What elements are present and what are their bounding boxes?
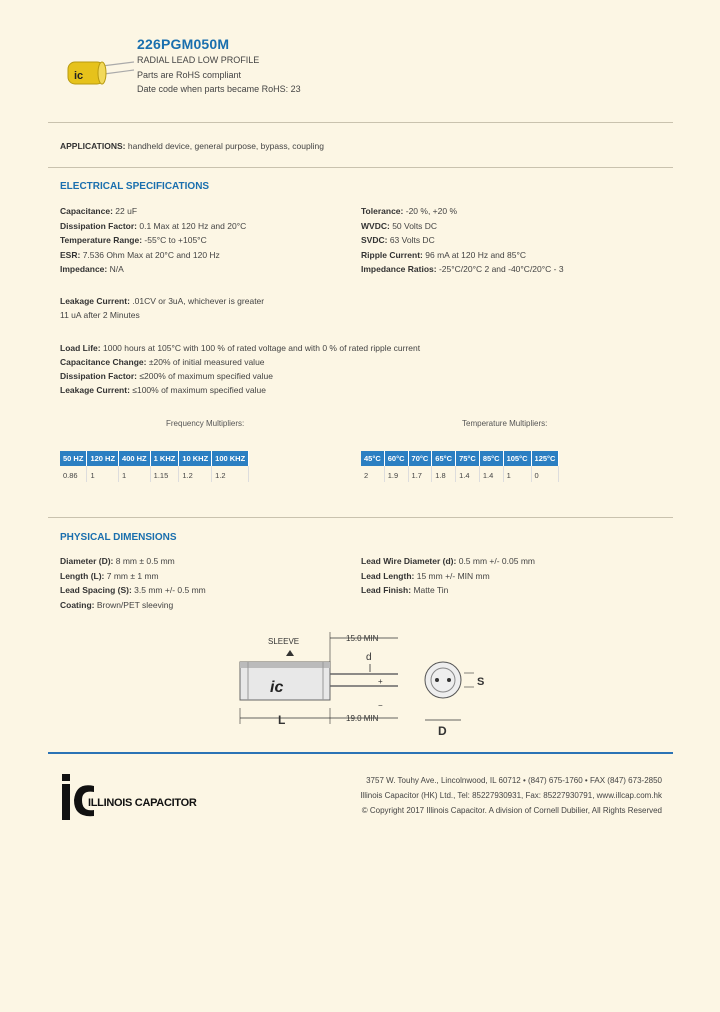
dimension-diagram (228, 628, 498, 743)
spec-label: Diameter (D): (60, 556, 114, 566)
load-life-line (60, 343, 420, 353)
lead-diameter-label: d (366, 652, 372, 663)
applications-line (60, 141, 324, 151)
footer-hk: Illinois Capacitor (HK) Ltd., Tel: 85227930931, Fax: 85227930791, www.illcap.com.hk (360, 791, 662, 800)
footer-copyright: © Copyright 2017 Illinois Capacitor. A division of Cornell Dubilier, All Rights Reserved (361, 806, 662, 815)
spec-value: 7.536 Ohm Max at 20°C and 120 Hz (82, 249, 220, 260)
logo-text: ILLINOIS CAPACITOR (88, 797, 197, 809)
spec-label: Tolerance: (361, 206, 404, 216)
lead-length-min-label: 19.0 MIN (346, 714, 379, 723)
ic-mark-icon: ic (270, 679, 284, 696)
spec-label: Load Life: (60, 343, 101, 353)
temperature-multipliers-title: Temperature Multipliers: (462, 419, 548, 428)
spec-row (361, 264, 564, 279)
cap-change-line (60, 357, 265, 367)
end-view (425, 662, 461, 698)
spec-label: Lead Finish: (361, 585, 412, 595)
spec-row (60, 250, 246, 265)
footer-divider (48, 752, 673, 754)
svg-text:ic: ic (74, 70, 84, 82)
electrical-right (361, 206, 564, 279)
table-cell: 2 (361, 466, 384, 482)
spec-label: Lead Spacing (S): (60, 585, 132, 595)
table-cell: 1.8 (432, 466, 456, 482)
table-header-cell: 85°C (479, 451, 503, 466)
lead-length-label: 15.0 MIN (346, 634, 379, 643)
spec-label: WVDC: (361, 220, 390, 231)
table-cell: 1 (119, 466, 151, 482)
divider (48, 517, 673, 518)
spec-value: 1000 hours at 105°C with 100 % of rated voltage and with 0 % of rated ripple current (102, 343, 421, 353)
spacing-label: S (477, 676, 485, 688)
electrical-title: ELECTRICAL SPECIFICATIONS (60, 181, 210, 192)
table-cell: 1.4 (479, 466, 503, 482)
spec-label: Impedance Ratios: (361, 264, 437, 274)
spec-row (361, 250, 564, 265)
table-header-cell: 50 HZ (60, 451, 87, 466)
table-header-cell: 75°C (456, 451, 480, 466)
table-header-cell: 1 KHZ (150, 451, 179, 466)
table-row (361, 466, 559, 482)
spec-row (60, 585, 206, 600)
table-cell: 0.86 (60, 466, 87, 482)
spec-row (361, 221, 564, 236)
divider (48, 167, 673, 168)
physical-left (60, 556, 206, 614)
table-header-cell: 125°C (531, 451, 559, 466)
table-header-cell: 60°C (384, 451, 408, 466)
spec-value: N/A (109, 264, 124, 274)
spec-value: .01CV or 3uA, whichever is greater (132, 296, 265, 306)
applications-label: APPLICATIONS: (60, 141, 126, 151)
table-header-row (361, 451, 559, 466)
table-cell: 1.2 (212, 466, 249, 482)
spec-label: Leakage Current: (60, 296, 130, 306)
physical-title: PHYSICAL DIMENSIONS (60, 532, 177, 543)
spec-row (60, 264, 246, 279)
spec-value: 7 mm ± 1 mm (106, 570, 159, 581)
spec-label: Ripple Current: (361, 249, 423, 260)
spec-row (60, 235, 246, 250)
spec-row (60, 556, 206, 571)
spec-value: ≤100% of maximum specified value (132, 385, 266, 395)
spec-value: Brown/PET sleeving (96, 599, 174, 610)
rohs-compliance: Parts are RoHS compliant (137, 70, 242, 80)
table-header-cell: 70°C (408, 451, 432, 466)
spec-row (60, 571, 206, 586)
table-header-cell: 400 HZ (119, 451, 151, 466)
spec-row (361, 585, 535, 600)
sleeve-label: SLEEVE (268, 637, 300, 646)
spec-label: Lead Wire Diameter (d): (361, 556, 457, 566)
table-header-cell: 10 KHZ (179, 451, 212, 466)
table-cell: 1 (87, 466, 119, 482)
footer-address: 3757 W. Touhy Ave., Lincolnwood, IL 60712 • (847) 675-1760 • FAX (847) 673-2850 (366, 776, 662, 785)
spec-label: Length (L): (60, 570, 105, 581)
spec-value: 0.1 Max at 120 Hz and 20°C (139, 220, 247, 231)
spec-label: Capacitance Change: (60, 357, 147, 367)
table-cell: 1.7 (408, 466, 432, 482)
table-cell: 0 (531, 466, 559, 482)
table-cell: 1.9 (384, 466, 408, 482)
product-type: RADIAL LEAD LOW PROFILE (137, 55, 260, 65)
spec-row (361, 556, 535, 571)
applications-text: handheld device, general purpose, bypass, coupling (127, 141, 324, 151)
spec-label: Leakage Current: (60, 385, 130, 395)
spec-row (60, 206, 246, 221)
rohs-date-code: Date code when parts became RoHS: 23 (137, 84, 301, 94)
diameter-label: D (438, 724, 447, 738)
table-header-cell: 100 KHZ (212, 451, 249, 466)
spec-value: Matte Tin (413, 585, 449, 595)
spec-row (60, 221, 246, 236)
table-cell: 1.4 (456, 466, 480, 482)
spec-value: 22 uF (115, 206, 138, 216)
spec-row (361, 571, 535, 586)
df-change-line (60, 371, 273, 381)
table-row (60, 466, 249, 482)
frequency-multipliers-table (60, 451, 249, 482)
spec-value: 3.5 mm +/- 0.5 mm (134, 585, 206, 595)
leakage-line (60, 296, 264, 306)
spec-value: -20 %, +20 % (405, 206, 457, 216)
spec-value: -55°C to +105°C (144, 235, 207, 245)
spec-row (361, 206, 564, 221)
spec-row (60, 600, 206, 615)
table-cell: 1.2 (179, 466, 212, 482)
spec-value: 96 mA at 120 Hz and 85°C (425, 249, 526, 260)
spec-label: Dissipation Factor: (60, 220, 137, 231)
spec-label: Lead Length: (361, 570, 415, 581)
table-header-cell: 45°C (361, 451, 384, 466)
spec-value: -25°C/20°C 2 and -40°C/20°C - 3 (438, 264, 564, 274)
table-cell: 1.15 (150, 466, 179, 482)
lc-change-line (60, 385, 266, 395)
table-cell: 1 (503, 466, 531, 482)
minus-marker: − (378, 701, 383, 710)
leakage-line-2: 11 uA after 2 Minutes (60, 310, 140, 320)
spec-value: ≤200% of maximum specified value (139, 371, 274, 381)
spec-label: Temperature Range: (60, 235, 143, 245)
spec-label: Dissipation Factor: (60, 371, 137, 381)
electrical-left (60, 206, 246, 279)
spec-label: SVDC: (361, 235, 388, 245)
spec-label: Capacitance: (60, 206, 113, 216)
spec-value: 50 Volts DC (392, 220, 438, 231)
spec-label: Impedance: (60, 264, 108, 274)
table-header-cell: 65°C (432, 451, 456, 466)
table-header-cell: 105°C (503, 451, 531, 466)
capacitor-photo (64, 54, 134, 94)
temperature-multipliers-table (361, 451, 559, 482)
spec-value: 0.5 mm +/- 0.05 mm (458, 556, 536, 566)
spec-value: 8 mm ± 0.5 mm (115, 556, 175, 566)
plus-marker: + (378, 677, 383, 686)
divider (48, 122, 673, 123)
spec-value: 63 Volts DC (389, 235, 435, 245)
spec-value: ±20% of initial measured value (148, 357, 265, 367)
length-label: L (278, 713, 286, 727)
frequency-multipliers-title: Frequency Multipliers: (166, 419, 245, 428)
physical-right (361, 556, 535, 600)
spec-label: Coating: (60, 599, 95, 610)
spec-label: ESR: (60, 249, 81, 260)
spec-row (361, 235, 564, 250)
table-header-row (60, 451, 249, 466)
part-number: 226PGM050M (137, 36, 230, 52)
table-header-cell: 120 HZ (87, 451, 119, 466)
spec-value: 15 mm +/- MIN mm (416, 570, 490, 581)
